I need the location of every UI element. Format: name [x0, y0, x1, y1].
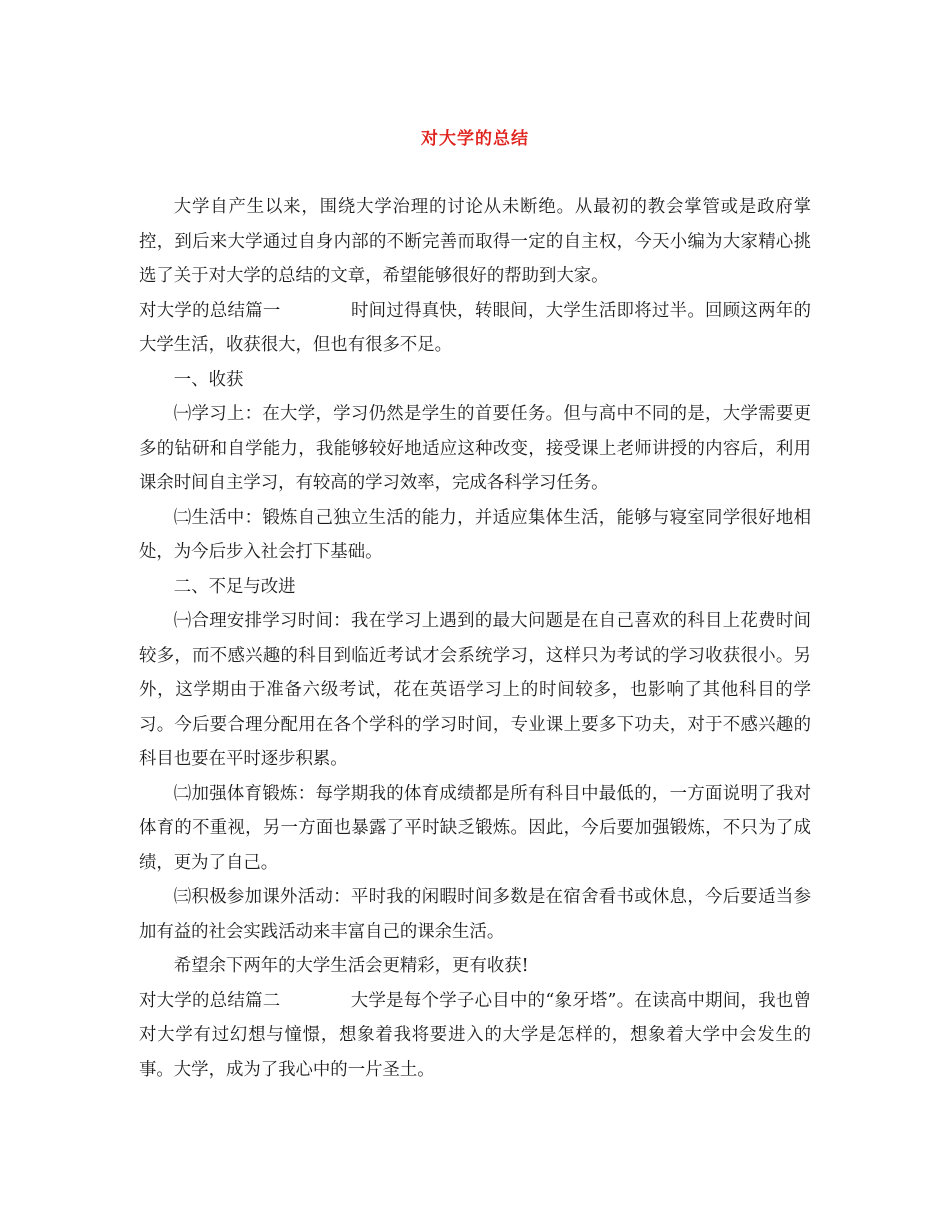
intro-paragraph: 大学自产生以来，围绕大学治理的讨论从未断绝。从最初的教会掌管或是政府掌控，到后来大学通过自身内部的不断完善而取得一定的自主权，今天小编为大家精心挑选了关于对大学的总结的文章，希望能够很好的帮助到大家。 — [139, 197, 811, 286]
part1-lead: 时间过得真快，转眼间，大学生活即将过半。回顾这两年的大学生活，收获很大，但也有很多不足。 — [139, 300, 811, 355]
part2-heading: 对大学的总结篇二 — [139, 990, 281, 1011]
gain-study-paragraph: ㈠学习上：在大学，学习仍然是学生的首要任务。但与高中不同的是，大学需要更多的钻研和自学能力，我能够较好地适应这种改变，接受课上老师讲授的内容后，利用课余时间自主学习，有较高的学习效率，完成各科学习任务。 — [139, 404, 811, 493]
improve-pe-paragraph: ㈡加强体育锻炼：每学期我的体育成绩都是所有科目中最低的，一方面说明了我对体育的不重视，另一方面也暴露了平时缺乏锻炼。因此，今后要加强锻炼，不只为了成绩，更为了自己。 — [139, 783, 811, 873]
part2-lead: 大学是每个学子心目中的“象牙塔”。在读高中期间，我也曾对大学有过幻想与憧憬，想象着我将要进入的大学是怎样的，想象着大学中会发生的事。大学，成为了我心中的一片圣土。 — [139, 990, 811, 1080]
part1-paragraph — [139, 294, 811, 363]
improve-time-paragraph: ㈠合理安排学习时间：我在学习上遇到的最大问题是在自己喜欢的科目上花费时间较多，而不感兴趣的科目到临近考试才会系统学习，这样只为考试的学习收获很小。另外，这学期由于准备六级考试，花在英语学习上的时间较多，也影响了其他科目的学习。今后要合理分配用在各个学科的学习时间，专业课上要多下功夫，对于不感兴趣的科目也要在平时逐步积累。 — [139, 611, 811, 769]
section1-title: 一、收获 — [173, 369, 244, 390]
part1-heading: 对大学的总结篇一 — [139, 300, 281, 321]
document-body — [139, 190, 811, 1087]
improve-activity-paragraph: ㈢积极参加课外活动：平时我的闲暇时间多数是在宿舍看书或休息，今后要适当参加有益的社会实践活动来丰富自己的课余生活。 — [139, 887, 811, 942]
closing-paragraph: 希望余下两年的大学生活会更精彩，更有收获! — [173, 956, 529, 976]
document-title: 对大学的总结 — [421, 129, 529, 149]
gain-life-paragraph: ㈡生活中：锻炼自己独立生活的能力，并适应集体生活，能够与寝室同学很好地相处，为今后步入社会打下基础。 — [139, 507, 811, 562]
section2-title: 二、不足与改进 — [173, 576, 296, 597]
part2-paragraph — [139, 984, 811, 1088]
